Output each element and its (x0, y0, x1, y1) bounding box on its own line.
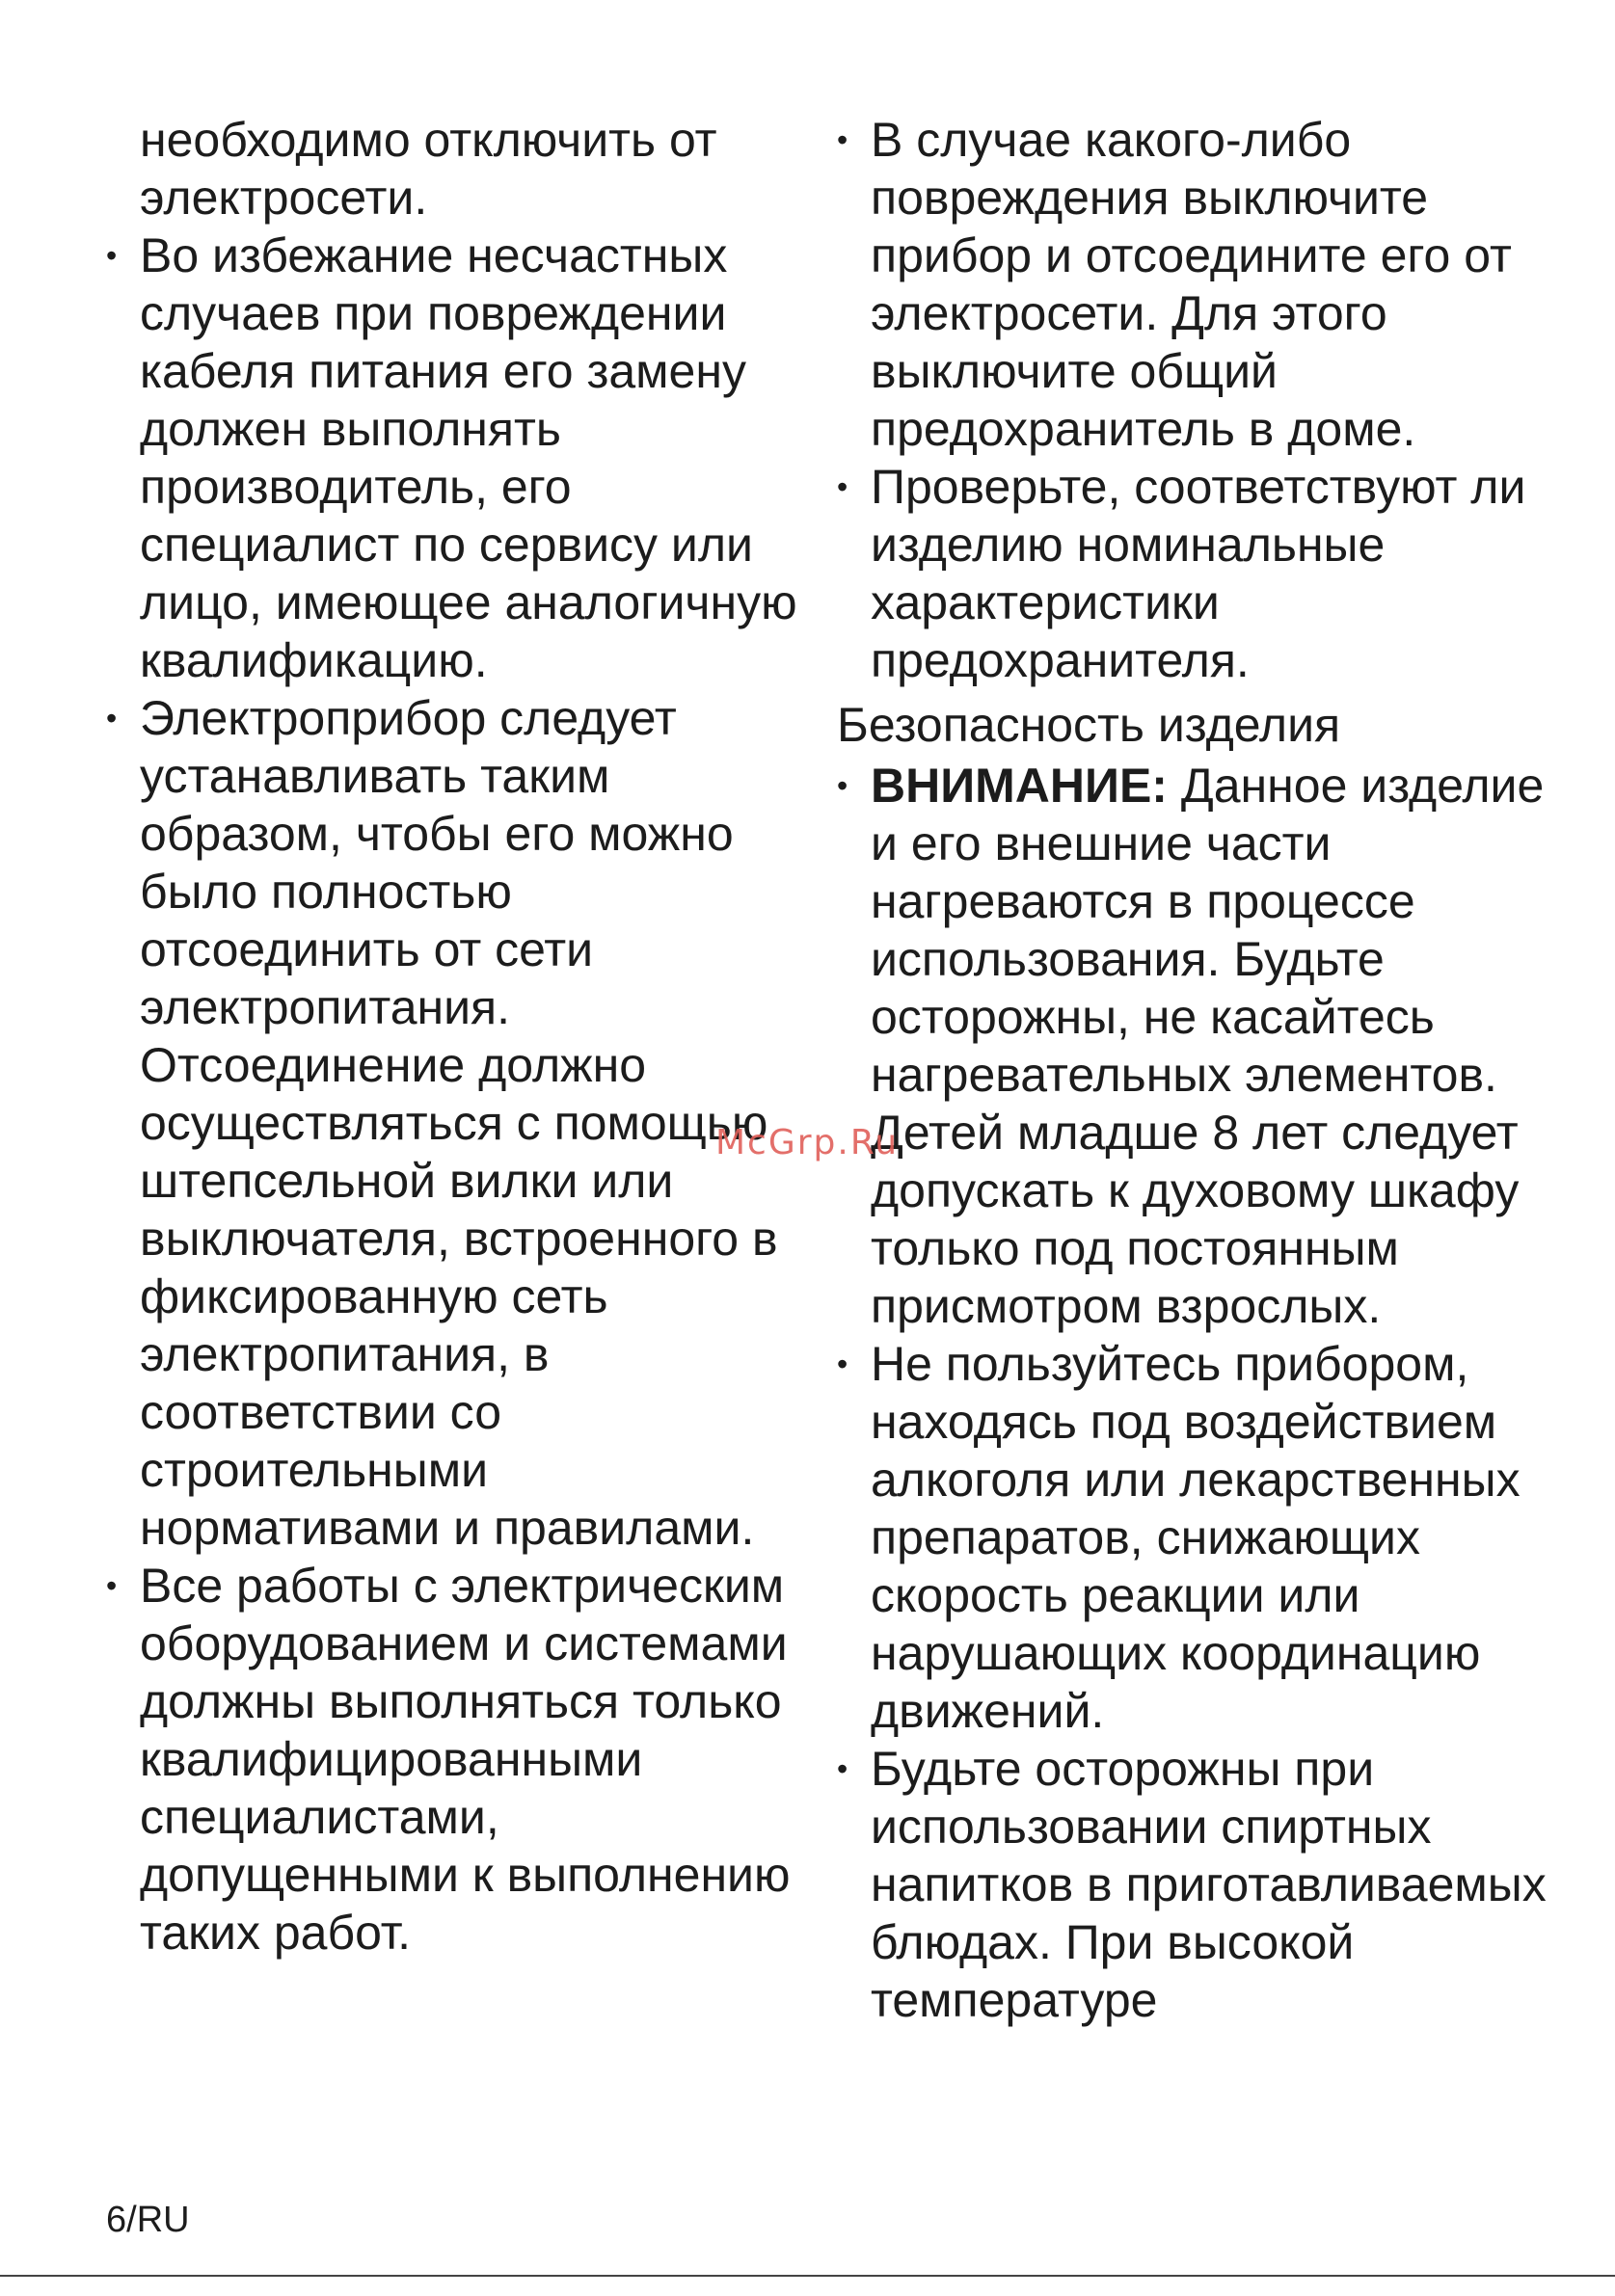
bullet-icon: • (837, 1347, 848, 1381)
warning-text: Данное изделие и его внешние части нагреваются в процессе использования. Будьте осторожны, не касайтесь нагревательных элементов. Детей младше 8 лет следует допускать к духовому шкафу только под постоянным присмотром взрослых. (871, 759, 1545, 1333)
list-item (837, 1740, 1550, 2029)
bullet-icon: • (837, 768, 848, 803)
list-item-text: Будьте осторожны при использовании спиртных напитков в приготавливаемых блюдах. При высокой температуре (871, 1742, 1547, 2027)
watermark-text: McGrp.Ru (715, 1123, 900, 1162)
continued-paragraph: необходимо отключить от электросети. (140, 113, 717, 225)
bottom-divider (0, 2275, 1615, 2277)
list-item (837, 458, 1550, 689)
list-item-text: Не пользуйтесь прибором, находясь под воздействием алкоголя или лекарственных препаратов, снижающих скорость реакции или нарушающих координацию движений. (871, 1337, 1521, 1738)
list-item (106, 227, 800, 689)
warning-item (837, 757, 1550, 1335)
bullet-icon: • (837, 469, 848, 504)
warning-label: ВНИМАНИЕ: (871, 759, 1168, 813)
list-item (837, 111, 1550, 458)
list-item (106, 689, 800, 1557)
list-item-text: Во избежание несчастных случаев при повреждении кабеля питания его замену должен выполнять производитель, его специалист по сервису или лицо, имеющее аналогичную квалификацию. (140, 228, 797, 687)
list-item (837, 1335, 1550, 1740)
list-item-text: Все работы с электрическим оборудованием и системами должны выполняться только квалифицированными специалистами, допущенными к выполнению таких работ. (140, 1559, 791, 1960)
section-heading: Безопасность изделия (837, 698, 1341, 752)
bullet-icon: • (106, 1568, 118, 1603)
bullet-icon: • (106, 701, 118, 735)
right-column (837, 111, 1550, 2029)
right-bullet-list-top (837, 111, 1550, 689)
page-number: 6/RU (106, 2200, 190, 2240)
bullet-icon: • (106, 238, 118, 273)
list-item-text: В случае какого-либо повреждения выключите прибор и отсоедините его от электросети. Для этого выключите общий предохранитель в доме. (871, 113, 1512, 456)
list-item (106, 1557, 800, 1962)
bullet-icon: • (837, 122, 848, 157)
left-column (106, 111, 800, 1962)
list-item-text: Электроприбор следует устанавливать таким образом, чтобы его можно было полностью отсоединить от сети электропитания. Отсоединение должно осуществляться с помощью штепсельной вилки или выключателя, встроенного в фиксированную сеть электропитания, в соответствии со строительными нормативами и правилами. (140, 691, 778, 1555)
left-bullet-list (106, 227, 800, 1962)
right-bullet-list-bottom (837, 757, 1550, 2029)
list-item-text: Проверьте, соответствуют ли изделию номинальные характеристики предохранителя. (871, 460, 1526, 687)
bullet-icon: • (837, 1751, 848, 1786)
